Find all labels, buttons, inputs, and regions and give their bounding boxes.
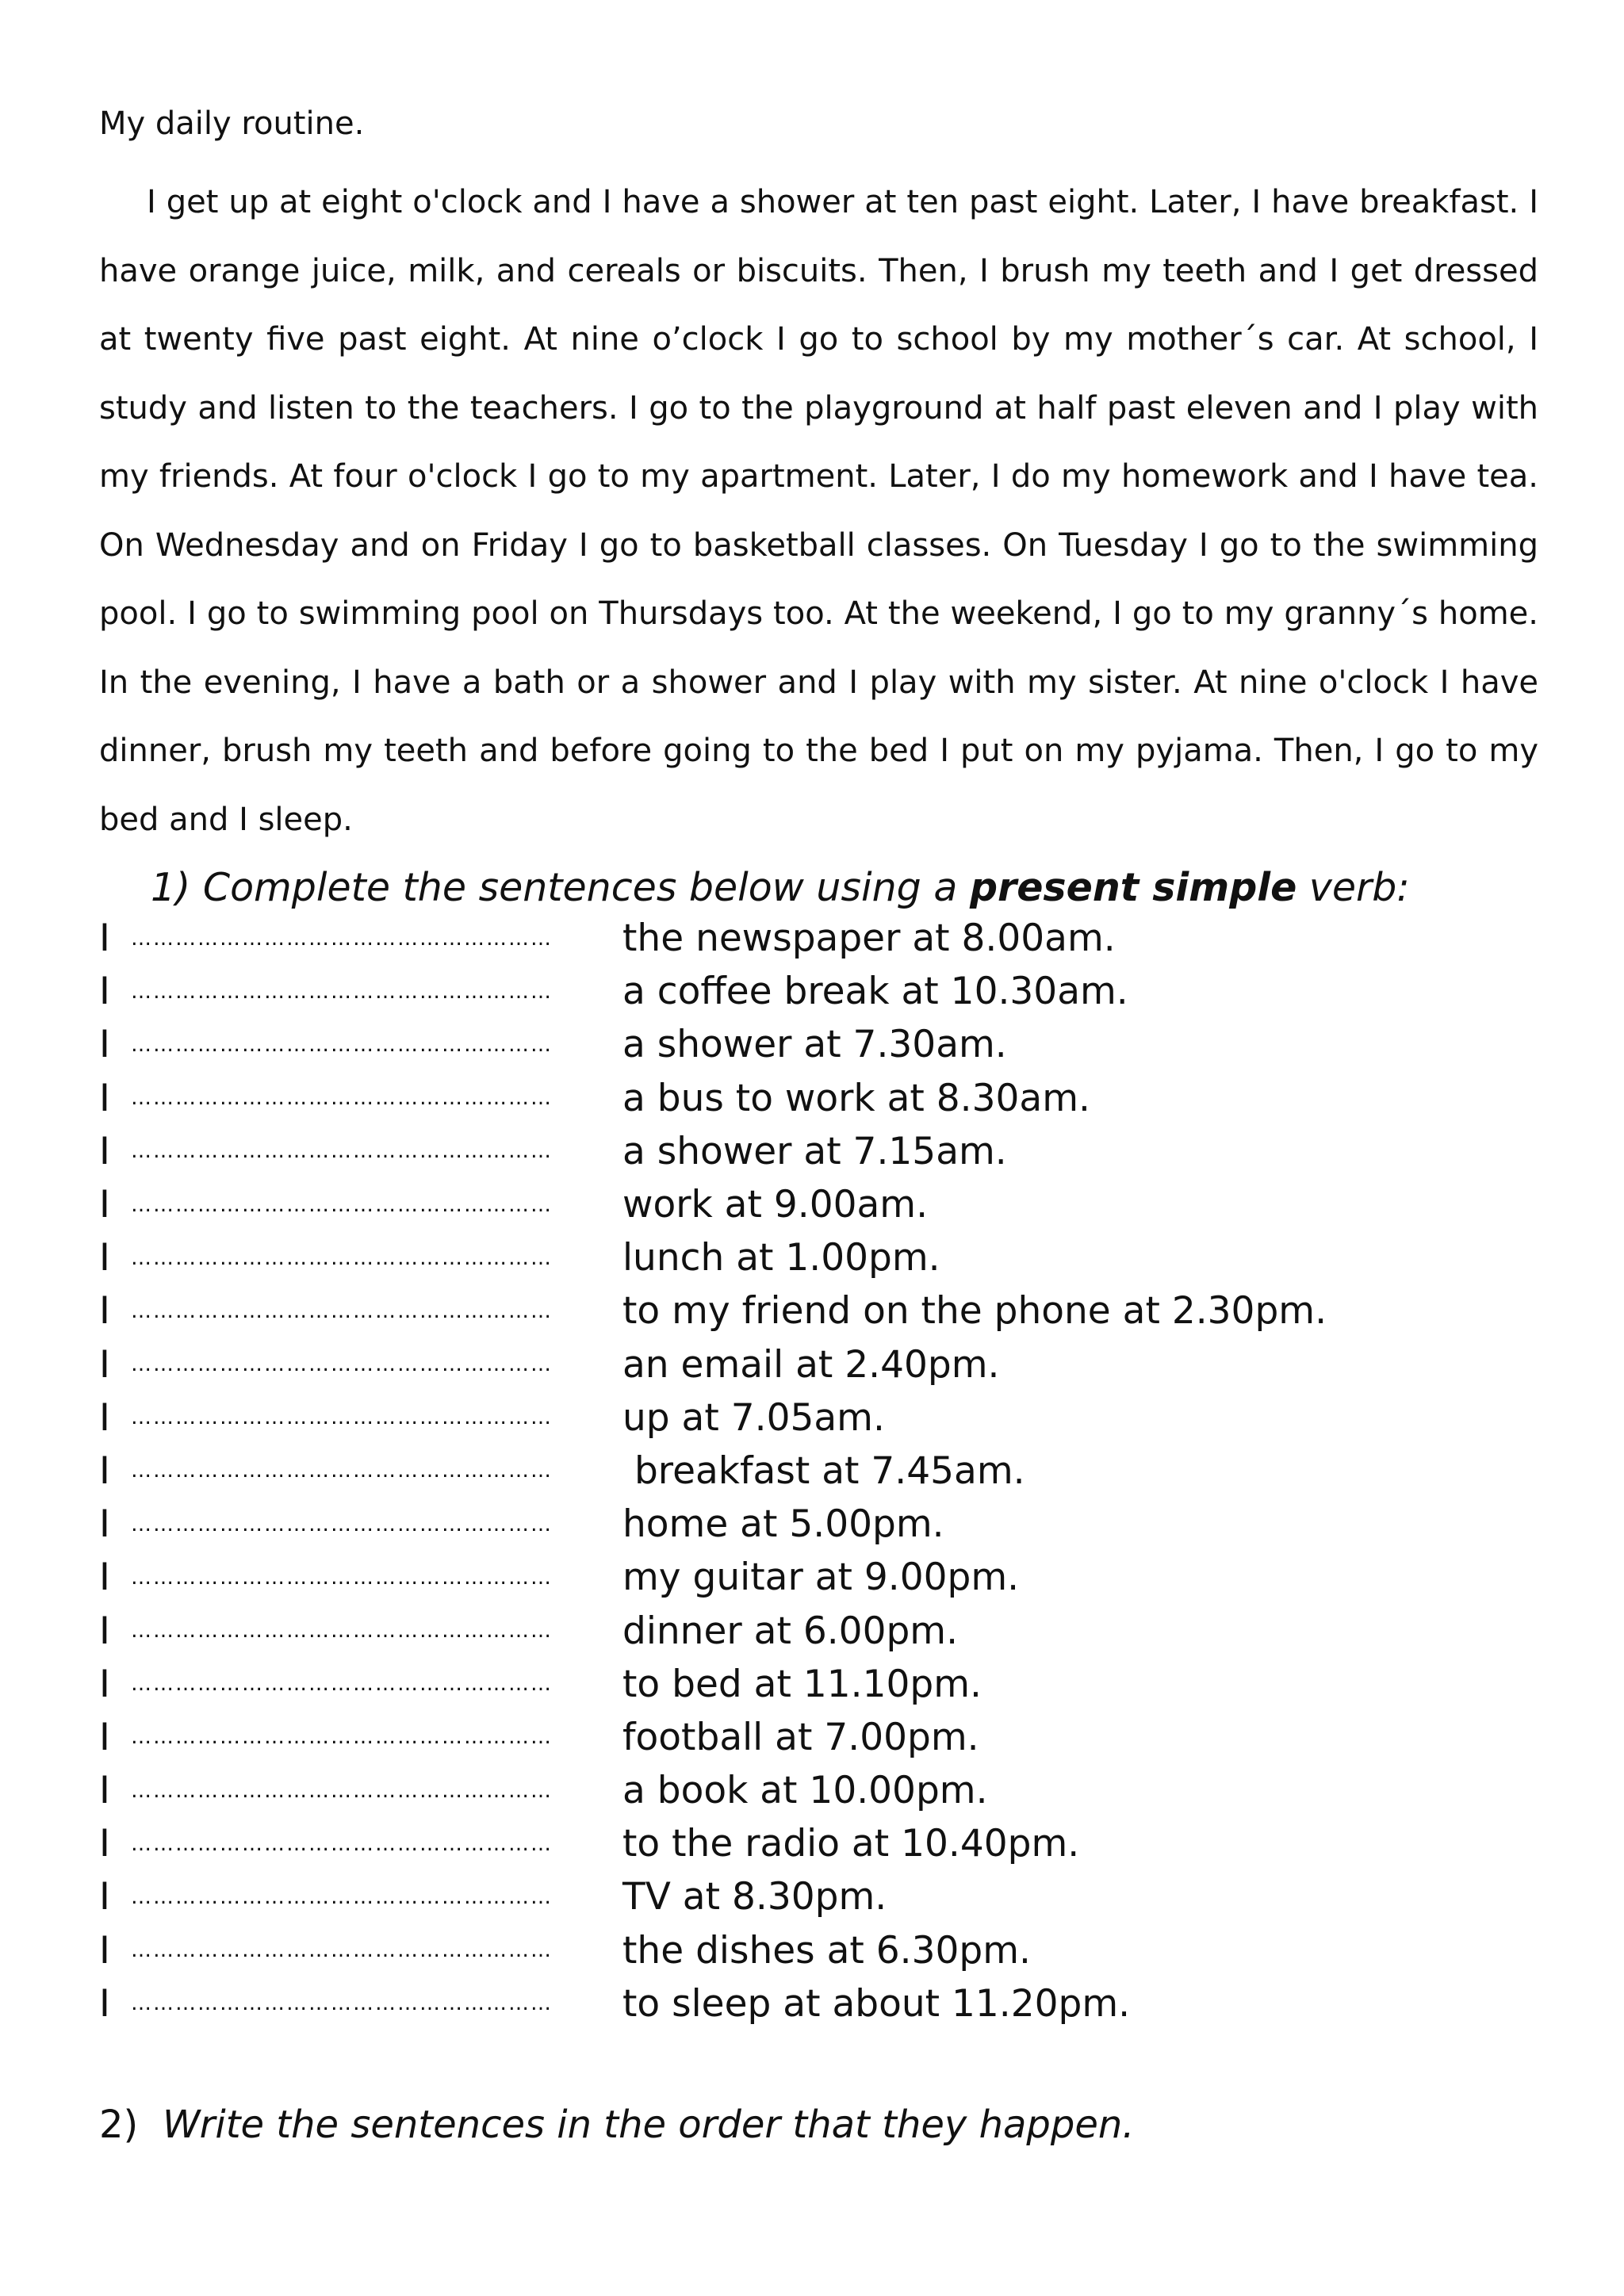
answer-blank[interactable]: ………………………………………………… xyxy=(131,1086,553,1111)
exercise-row xyxy=(99,1817,1327,1870)
subject-pronoun: I xyxy=(99,1502,110,1547)
answer-blank[interactable]: ………………………………………………… xyxy=(131,1565,553,1590)
exercise-row xyxy=(99,1551,1327,1604)
answer-blank[interactable]: ………………………………………………… xyxy=(131,1725,553,1750)
exercise-1-list xyxy=(99,912,1327,2030)
subject-pronoun: I xyxy=(99,1769,110,1813)
exercise-row xyxy=(99,1072,1327,1125)
sentence-ending: dinner at 6.00pm. xyxy=(622,1609,959,1653)
sentence-ending: a bus to work at 8.30am. xyxy=(622,1076,1090,1120)
subject-pronoun: I xyxy=(99,1076,110,1120)
sentence-ending: home at 5.00pm. xyxy=(622,1502,944,1547)
answer-blank[interactable]: ………………………………………………… xyxy=(131,1139,553,1164)
answer-blank[interactable]: ………………………………………………… xyxy=(131,1672,553,1697)
sentence-ending: a coffee break at 10.30am. xyxy=(622,970,1128,1014)
sentence-ending: a book at 10.00pm. xyxy=(622,1769,988,1813)
subject-pronoun: I xyxy=(99,1183,110,1227)
sentence-ending: work at 9.00am. xyxy=(622,1183,929,1227)
routine-paragraph: I get up at eight o'clock and I have a shower at ten past eight. Later, I have breakfast. I have orange juice, milk, and cereals or biscuits. Then, I brush my teeth and I get dressed at twenty five past eight. At nine o’clock I go to school by my mother´s car. At school, I study and listen to the teachers. I go to the playground at half past eleven and I play with my friends. At four o'clock I go to my apartment. Later, I do my homework and I have tea. On Wednesday and on Friday I go to basketball classes. On Tuesday I go to the swimming pool. I go to swimming pool on Thursdays too. At the weekend, I go to my granny´s home. In the evening, I have a bath or a shower and I play with my sister. At nine o'clock I have dinner, brush my teeth and before going to the bed I put on my pyjama. Then, I go to my bed and I sleep. xyxy=(99,184,1538,838)
exercise-row xyxy=(99,1391,1327,1445)
exercise-row xyxy=(99,912,1327,965)
exercise-row xyxy=(99,1178,1327,1231)
answer-blank[interactable]: ………………………………………………… xyxy=(131,1459,553,1483)
subject-pronoun: I xyxy=(99,1395,110,1440)
sentence-ending: breakfast at 7.45am. xyxy=(622,1448,1025,1493)
subject-pronoun: I xyxy=(99,1662,110,1706)
answer-blank[interactable]: ………………………………………………… xyxy=(131,1192,553,1217)
sentence-ending: a shower at 7.30am. xyxy=(622,1023,1007,1067)
subject-pronoun: I xyxy=(99,1822,110,1866)
answer-blank[interactable]: ………………………………………………… xyxy=(131,1885,553,1909)
sentence-ending: the newspaper at 8.00am. xyxy=(622,916,1116,961)
answer-blank[interactable]: ………………………………………………… xyxy=(131,1778,553,1803)
subject-pronoun: I xyxy=(99,1928,110,1973)
sentence-ending: my guitar at 9.00pm. xyxy=(622,1556,1020,1600)
subject-pronoun: I xyxy=(99,1609,110,1653)
answer-blank[interactable]: ………………………………………………… xyxy=(131,926,553,951)
exercise-row xyxy=(99,1870,1327,1923)
exercise-1-heading-emphasis: present simple xyxy=(969,865,1297,910)
exercise-row xyxy=(99,1977,1327,2030)
answer-blank[interactable]: ………………………………………………… xyxy=(131,1938,553,1963)
answer-blank[interactable]: ………………………………………………… xyxy=(131,1992,553,2016)
sentence-ending: up at 7.05am. xyxy=(622,1395,885,1440)
document-title: My daily routine. xyxy=(99,105,365,142)
subject-pronoun: I xyxy=(99,1875,110,1919)
exercise-1-heading-start: 1) Complete the sentences below using a xyxy=(151,865,970,910)
sentence-ending: lunch at 1.00pm. xyxy=(622,1236,940,1280)
answer-blank[interactable]: ………………………………………………… xyxy=(131,1406,553,1430)
answer-blank[interactable]: ………………………………………………… xyxy=(131,979,553,1004)
subject-pronoun: I xyxy=(99,1715,110,1759)
subject-pronoun: I xyxy=(99,1289,110,1334)
sentence-ending: a shower at 7.15am. xyxy=(622,1129,1007,1173)
sentence-ending: the dishes at 6.30pm. xyxy=(622,1928,1031,1973)
exercise-row xyxy=(99,1604,1327,1657)
answer-blank[interactable]: ………………………………………………… xyxy=(131,1246,553,1270)
subject-pronoun: I xyxy=(99,1448,110,1493)
sentence-ending: to sleep at about 11.20pm. xyxy=(622,1981,1131,2026)
answer-blank[interactable]: ………………………………………………… xyxy=(131,1831,553,1856)
exercise-row xyxy=(99,1764,1327,1817)
exercise-row xyxy=(99,1924,1327,1977)
exercise-row xyxy=(99,1231,1327,1284)
exercise-row xyxy=(99,1284,1327,1337)
answer-blank[interactable]: ………………………………………………… xyxy=(131,1299,553,1323)
exercise-1-heading-end: verb: xyxy=(1297,865,1410,910)
answer-blank[interactable]: ………………………………………………… xyxy=(131,1619,553,1644)
exercise-row xyxy=(99,1125,1327,1178)
sentence-ending: to bed at 11.10pm. xyxy=(622,1662,982,1706)
subject-pronoun: I xyxy=(99,916,110,961)
exercise-1-heading xyxy=(151,864,1410,912)
sentence-ending: to my friend on the phone at 2.30pm. xyxy=(622,1289,1327,1334)
answer-blank[interactable]: ………………………………………………… xyxy=(131,1512,553,1536)
exercise-row xyxy=(99,965,1327,1018)
subject-pronoun: I xyxy=(99,1129,110,1173)
exercise-row xyxy=(99,1018,1327,1071)
answer-blank[interactable]: ………………………………………………… xyxy=(131,1032,553,1057)
subject-pronoun: I xyxy=(99,1556,110,1600)
subject-pronoun: I xyxy=(99,1342,110,1387)
exercise-2-heading xyxy=(99,2101,1135,2149)
exercise-row xyxy=(99,1445,1327,1498)
exercise-row xyxy=(99,1711,1327,1764)
subject-pronoun: I xyxy=(99,970,110,1014)
answer-blank[interactable]: ………………………………………………… xyxy=(131,1353,553,1377)
exercise-row xyxy=(99,1338,1327,1391)
exercise-row xyxy=(99,1658,1327,1711)
subject-pronoun: I xyxy=(99,1981,110,2026)
exercise-row xyxy=(99,1498,1327,1551)
exercise-2-number: 2) xyxy=(99,2103,139,2147)
sentence-ending: an email at 2.40pm. xyxy=(622,1342,1000,1387)
subject-pronoun: I xyxy=(99,1023,110,1067)
sentence-ending: football at 7.00pm. xyxy=(622,1715,979,1759)
subject-pronoun: I xyxy=(99,1236,110,1280)
sentence-ending: to the radio at 10.40pm. xyxy=(622,1822,1080,1866)
sentence-ending: TV at 8.30pm. xyxy=(622,1875,887,1919)
exercise-2-instruction: Write the sentences in the order that they happen. xyxy=(163,2103,1135,2147)
